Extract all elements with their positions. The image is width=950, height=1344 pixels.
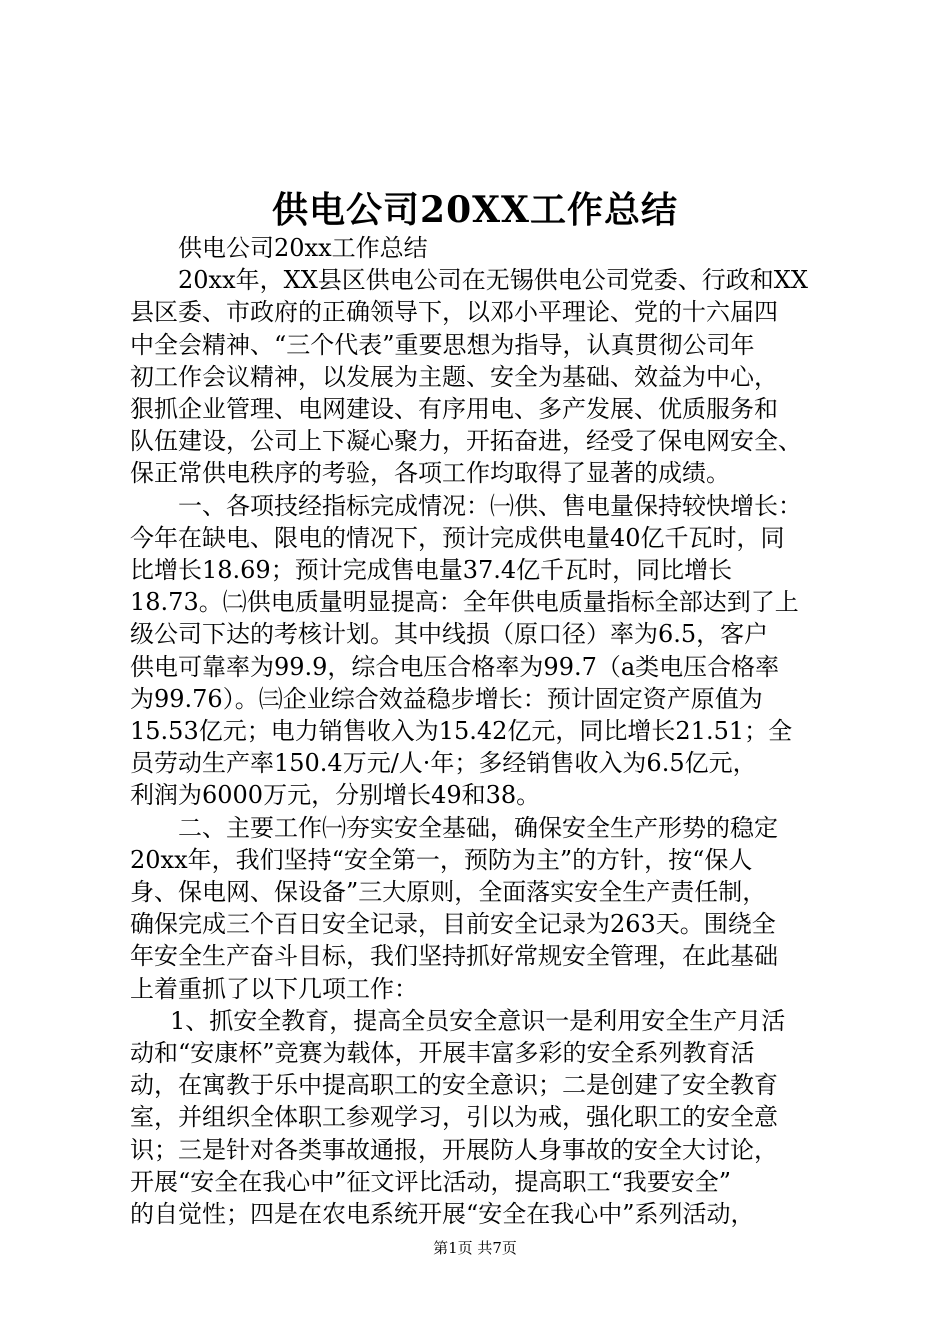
body-line: 供电可靠率为99.9，综合电压合格率为99.7（a类电压合格率 <box>130 652 780 681</box>
body-line: 为99.76）。㈢企业综合效益稳步增长：预计固定资产原值为 <box>130 684 763 713</box>
body-line: 的自觉性；四是在农电系统开展“安全在我心中”系列活动， <box>130 1200 755 1229</box>
body-line: 年安全生产奋斗目标，我们坚持抓好常规安全管理，在此基础 <box>130 942 778 971</box>
body-line: 识；三是针对各类事故通报，开展防人身事故的安全大讨论， <box>130 1135 778 1164</box>
body-line: 动和“安康杯”竞赛为载体，开展丰富多彩的安全系列教育活 <box>130 1039 755 1068</box>
body-line: 保正常供电秩序的考验，各项工作均取得了显著的成绩。 <box>130 459 730 488</box>
document-body <box>130 232 835 1230</box>
page-footer <box>0 1238 950 1258</box>
page-indicator: 第1页 共7页 <box>433 1239 517 1257</box>
body-line: 身、保电网、保设备”三大原则，全面落实安全生产责任制， <box>130 878 767 907</box>
body-line: 县区委、市政府的正确领导下，以邓小平理论、党的十六届四 <box>130 298 778 327</box>
body-line: 15.53亿元；电力销售收入为15.42亿元，同比增长21.51；全 <box>130 717 793 746</box>
body-line: 员劳动生产率150.4万元/人·年；多经销售收入为6.5亿元， <box>130 749 757 778</box>
body-line: 比增长18.69；预计完成售电量37.4亿千瓦时，同比增长 <box>130 556 733 585</box>
body-line: 18.73。㈡供电质量明显提高：全年供电质量指标全部达到了上 <box>130 588 799 617</box>
body-line: 二、主要工作㈠夯实安全基础，确保安全生产形势的稳定 <box>178 813 778 842</box>
body-line: 中全会精神、“三个代表”重要思想为指导，认真贯彻公司年 <box>130 330 755 359</box>
body-line: 级公司下达的考核计划。其中线损（原口径）率为6.5，客户 <box>130 620 769 649</box>
body-line: 上着重抓了以下几项工作： <box>130 974 418 1003</box>
body-line: 利润为6000万元，分别增长49和38。 <box>130 781 541 810</box>
body-line: 初工作会议精神，以发展为主题、安全为基础、效益为中心， <box>130 362 778 391</box>
body-line: 20xx年，我们坚持“安全第一，预防为主”的方针，按“保人 <box>130 845 753 874</box>
body-line: 狠抓企业管理、电网建设、有序用电、多产发展、优质服务和 <box>130 395 778 424</box>
body-line: 开展“安全在我心中”征文评比活动，提高职工“我要安全” <box>130 1167 732 1196</box>
body-line: 今年在缺电、限电的情况下，预计完成供电量40亿千瓦时，同 <box>130 523 785 552</box>
body-line: 室，并组织全体职工参观学习，引以为戒，强化职工的安全意 <box>130 1103 778 1132</box>
body-line: 队伍建设，公司上下凝心聚力，开拓奋进，经受了保电网安全、 <box>130 427 802 456</box>
subtitle-line: 供电公司20xx工作总结 <box>178 234 428 262</box>
document-title: 供电公司20XX工作总结 <box>272 189 678 231</box>
body-line: 确保完成三个百日安全记录，目前安全记录为263天。围绕全 <box>130 910 776 939</box>
body-line: 20xx年，XX县区供电公司在无锡供电公司党委、行政和XX <box>178 266 808 295</box>
body-line: 动，在寓教于乐中提高职工的安全意识；二是创建了安全教育 <box>130 1071 778 1100</box>
body-line: 一、各项技经指标完成情况：㈠供、售电量保持较快增长： <box>178 491 802 520</box>
body-line: 1、抓安全教育，提高全员安全意识一是利用安全生产月活 <box>170 1006 786 1035</box>
